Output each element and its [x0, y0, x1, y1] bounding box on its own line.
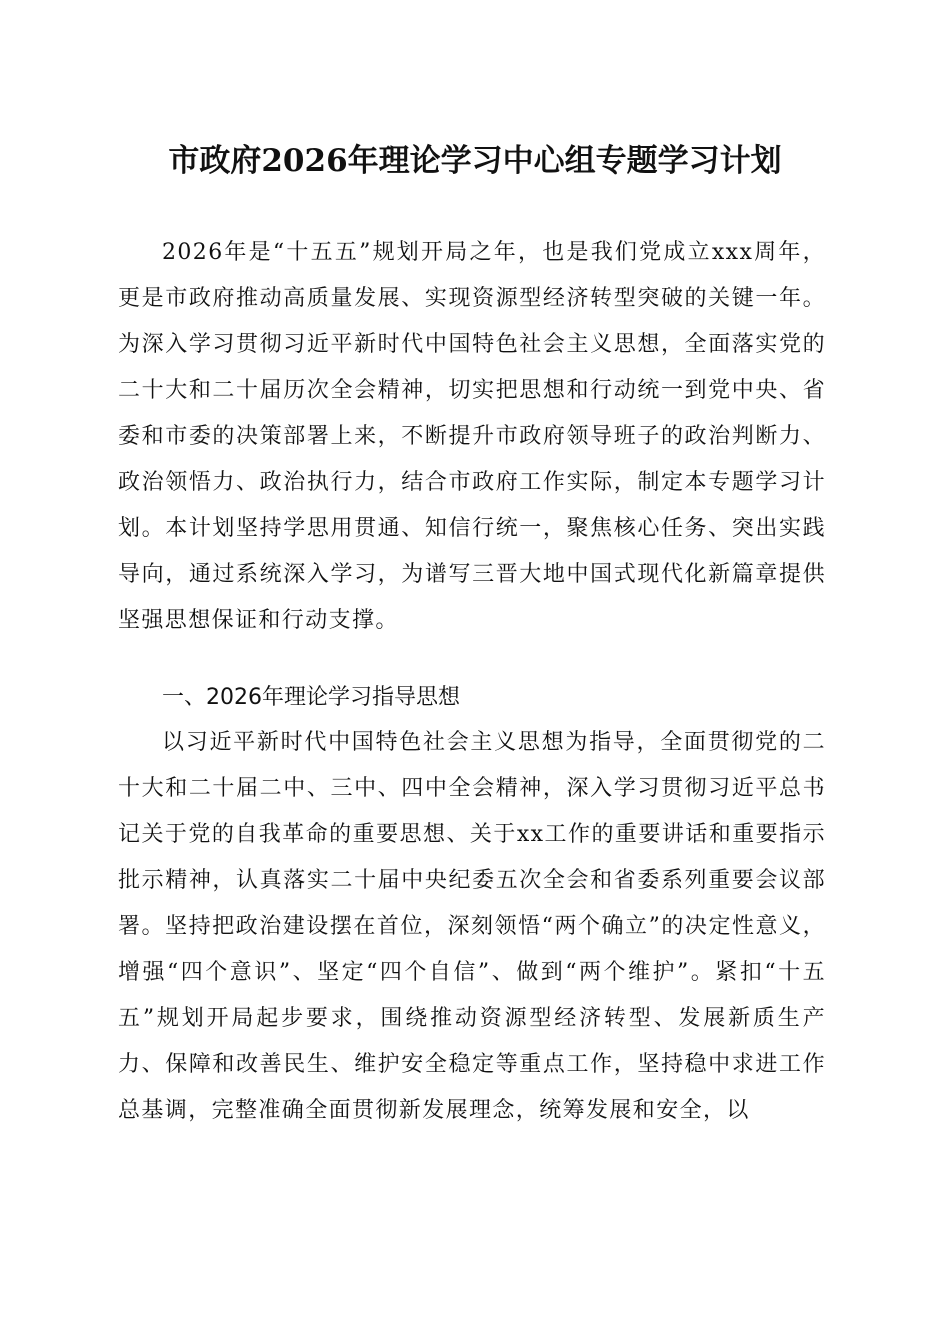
guiding-thought-paragraph: 以习近平新时代中国特色社会主义思想为指导，全面贯彻党的二十大和二十届二中、三中、四中全会精神，深入学习贯彻习近平总书记关于党的自我革命的重要思想、关于xx工作的重要讲话和重要指示批示精神，认真落实二十届中央纪委五次全会和省委系列重要会议部署。坚持把政治建设摆在首位，深刻领悟“两个确立”的决定性意义，增强“四个意识”、坚定“四个自信”、做到“两个维护”。紧扣“十五五”规划开局起步要求，围绕推动资源型经济转型、发展新质生产力、保障和改善民生、维护安全稳定等重点工作，坚持稳中求进工作总基调，完整准确全面贯彻新发展理念，统筹发展和安全，以 — [118, 730, 826, 1123]
section-heading-guiding-thought: 一、2026年理论学习指导思想 — [162, 685, 460, 710]
document-title: 市政府2026年理论学习中心组专题学习计划 — [168, 143, 782, 179]
intro-paragraph: 2026年是“十五五”规划开局之年，也是我们党成立xxx周年，更是市政府推动高质量发展、实现资源型经济转型突破的关键一年。为深入学习贯彻习近平新时代中国特色社会主义思想，全面落实党的二十大和二十届历次全会精神，切实把思想和行动统一到党中央、省委和市委的决策部署上来，不断提升市政府领导班子的政治判断力、政治领悟力、政治执行力，结合市政府工作实际，制定本专题学习计划。本计划坚持学思用贯通、知信行统一，聚焦核心任务、突出实践导向，通过系统深入学习，为谱写三晋大地中国式现代化新篇章提供坚强思想保证和行动支撑。 — [118, 240, 826, 633]
